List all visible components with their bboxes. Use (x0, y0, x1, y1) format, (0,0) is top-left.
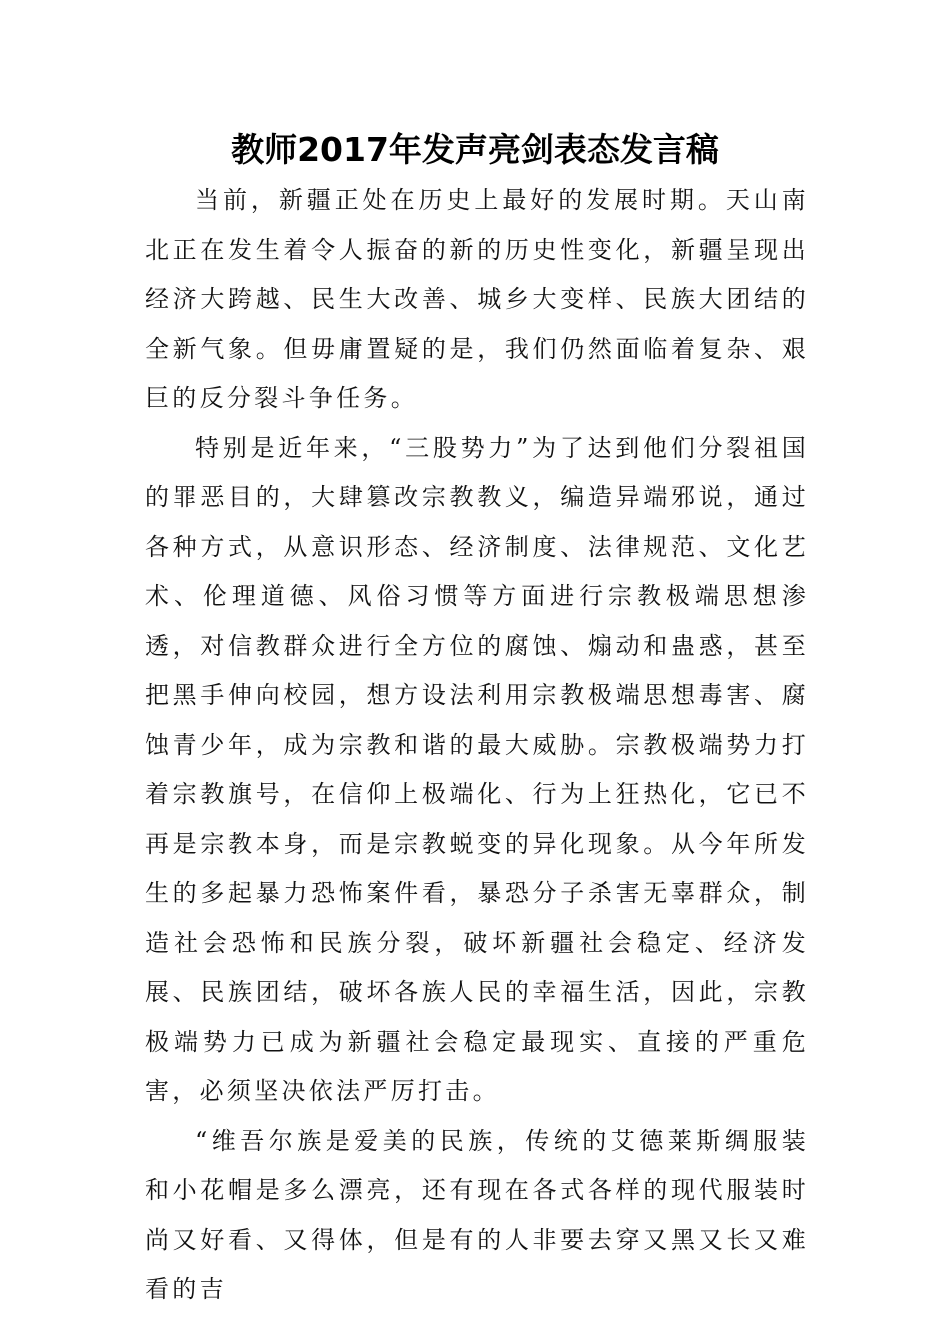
document-body (145, 176, 809, 1315)
document-title: 教师2017年发声亮剑表态发言稿 (231, 130, 719, 169)
paragraph: “维吾尔族是爱美的民族，传统的艾德莱斯绸服装和小花帽是多么漂亮，还有现在各式各样的现代服装时尚又好看、又得体，但是有的人非要去穿又黑又长又难看的吉 (145, 1126, 809, 1303)
paragraph: 当前，新疆正处在历史上最好的发展时期。天山南北正在发生着令人振奋的新的历史性变化，新疆呈现出经济大跨越、民生大改善、城乡大变样、民族大团结的全新气象。但毋庸置疑的是，我们仍然面临着复杂、艰巨的反分裂斗争任务。 (145, 186, 809, 412)
paragraph: 特别是近年来，“三股势力”为了达到他们分裂祖国的罪恶目的，大肆篡改宗教教义，编造异端邪说，通过各种方式，从意识形态、经济制度、法律规范、文化艺术、伦理道德、风俗习惯等方面进行宗教极端思想渗透，对信教群众进行全方位的腐蚀、煽动和蛊惑，甚至把黑手伸向校园，想方设法利用宗教极端思想毒害、腐蚀青少年，成为宗教和谐的最大威胁。宗教极端势力打着宗教旗号，在信仰上极端化、行为上狂热化，它已不再是宗教本身，而是宗教蜕变的异化现象。从今年所发生的多起暴力恐怖案件看，暴恐分子杀害无辜群众，制造社会恐怖和民族分裂，破坏新疆社会稳定、经济发展、民族团结，破坏各族人民的幸福生活，因此，宗教极端势力已成为新疆社会稳定最现实、直接的严重危害，必须坚决依法严厉打击。 (145, 433, 809, 1105)
